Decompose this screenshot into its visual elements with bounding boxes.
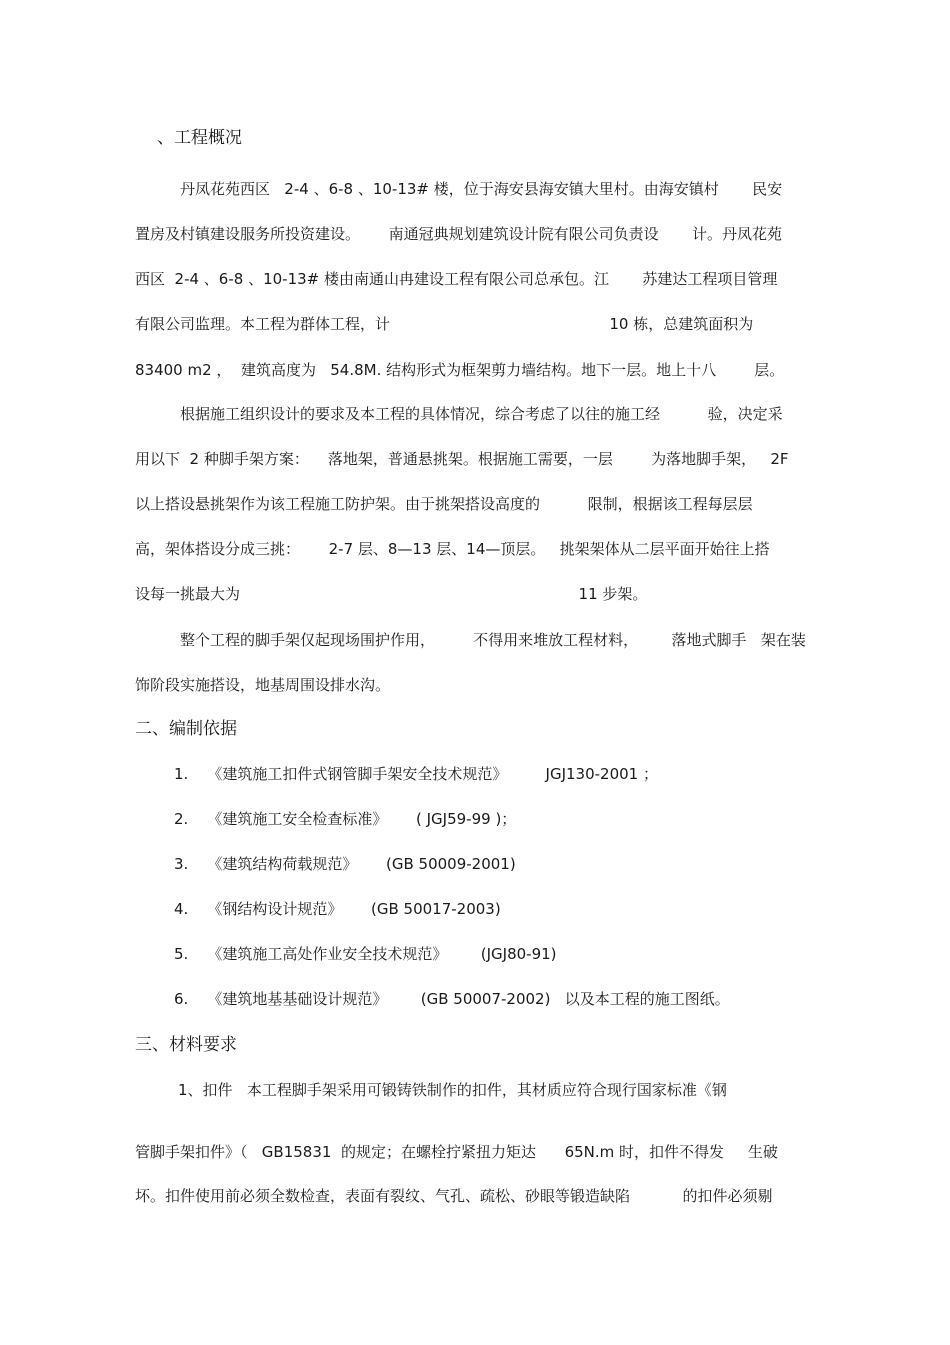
- paragraph-line: 置房及村镇建设服务所投资建设。 南通冠典规划建筑设计院有限公司负责设 计。丹凤花苑: [135, 225, 782, 243]
- paragraph-line: 设每一挑最大为 11 步架。: [135, 585, 648, 603]
- paragraph-line: 饰阶段实施搭设，地基周围设排水沟。: [135, 676, 391, 694]
- reference-item: 1. 《建筑施工扣件式钢管脚手架安全技术规范》 JGJ130-2001 ；: [174, 765, 658, 783]
- paragraph-line: 整个工程的脚手架仅起现场围护作用， 不得用来堆放工程材料， 落地式脚手 架在装: [180, 631, 806, 649]
- paragraph-line: 坏。扣件使用前必须全数检查，表面有裂纹、气孔、疏松、砂眼等锻造缺陷 的扣件必须剔: [135, 1187, 773, 1205]
- paragraph-line: 以上搭设悬挑架作为该工程施工防护架。由于挑架搭设高度的 限制，根据该工程每层层: [135, 495, 753, 513]
- reference-item: 2. 《建筑施工安全检查标准》 ( JGJ59-99 )；: [174, 810, 517, 828]
- reference-item: 5. 《建筑施工高处作业安全技术规范》 (JGJ80-91): [174, 945, 557, 963]
- paragraph-line: 管脚手架扣件》（ GB15831 的规定；在螺栓拧紧扭力矩达 65N.m 时，扣件不得发 生破: [135, 1143, 778, 1161]
- paragraph-line: 高，架体搭设分成三挑： 2-7 层、8—13 层、14—顶层。 挑架架体从二层平面开始往上搭: [135, 540, 770, 558]
- reference-item: 4. 《钢结构设计规范》 (GB 50017-2003): [174, 900, 501, 918]
- section-2-title: 二、编制依据: [135, 719, 237, 739]
- paragraph-line: 西区 2-4 、6-8 、10-13# 楼由南通山冉建设工程有限公司总承包。江 苏建达工程项目管理: [135, 270, 778, 288]
- reference-item: 6. 《建筑地基基础设计规范》 (GB 50007-2002) 以及本工程的施工图纸。: [174, 990, 730, 1008]
- section-1-title: 、工程概况: [157, 128, 242, 148]
- paragraph-line: 用以下 2 种脚手架方案： 落地架，普通悬挑架。根据施工需要，一层 为落地脚手架， 2F: [135, 450, 789, 468]
- section-3-title: 三、材料要求: [135, 1035, 237, 1055]
- paragraph-line: 丹凤花苑西区 2-4 、6-8 、10-13# 楼，位于海安县海安镇大里村。由海安镇村 民安: [180, 180, 783, 198]
- paragraph-line: 83400 m2 ， 建筑高度为 54.8M. 结构形式为框架剪力墙结构。地下一层。地上十八 层。: [135, 361, 785, 379]
- paragraph-line: 有限公司监理。本工程为群体工程，计 10 栋，总建筑面积为: [135, 315, 754, 333]
- reference-item: 3. 《建筑结构荷载规范》 (GB 50009-2001): [174, 855, 516, 873]
- paragraph-line: 根据施工组织设计的要求及本工程的具体情况，综合考虑了以往的施工经 验，决定采: [180, 405, 783, 423]
- paragraph-line: 1、扣件 本工程脚手架采用可锻铸铁制作的扣件，其材质应符合现行国家标准《钢: [178, 1081, 727, 1099]
